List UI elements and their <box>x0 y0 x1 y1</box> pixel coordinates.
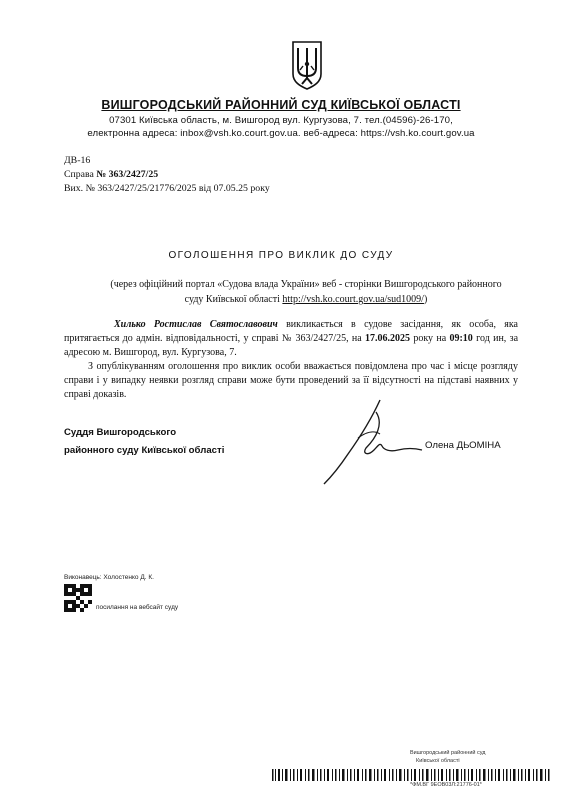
barcode-number: *ФМ.ВГ 9ЕОВ03Л:21776-01* <box>410 782 482 788</box>
outgoing-number: Вих. № 363/2427/25/21776/2025 від 07.05.25 року <box>64 183 270 194</box>
judge-title-line1: Суддя Вишгородського <box>64 427 177 438</box>
summons-text-end: год ин, за адресою м. Вишгород, вул. Кургузова, 7. <box>64 333 519 358</box>
subtitle-line1: (через офіційний портал «Судова влада України» веб - сторінки Вишгородського районного <box>110 279 502 290</box>
publication-paragraph: З опублікуванням оголошення про виклик особи вважається повідомлена про час і місце розгляду справи і у випадку неявки розгляд справи може бути проведений за її відсутності на підставі наявних у справі доказів. <box>64 361 518 400</box>
form-code: ДВ-16 <box>64 155 91 166</box>
hearing-date: 17.06.2025 <box>365 333 410 344</box>
subtitle-line2: суду Київської області <box>184 294 283 305</box>
stamp-line1: Вишгородський районний суд <box>410 750 486 756</box>
summoned-person-name: Хилько Ростислав Святославович <box>114 319 278 330</box>
notice-title: ОГОЛОШЕННЯ ПРО ВИКЛИК ДО СУДУ <box>168 250 394 261</box>
qr-code[interactable] <box>64 584 92 612</box>
executor-note: Виконавець: Холостенко Д. К. <box>64 574 154 581</box>
judge-name: Олена ДЬОМІНА <box>425 440 501 451</box>
stamp-line2: Київської області <box>416 758 460 764</box>
judge-title <box>64 424 224 460</box>
hearing-time: 09:10 <box>449 333 473 344</box>
qr-caption: посилання на вебсайт суду <box>96 604 179 611</box>
coat-of-arms-emblem <box>290 40 324 90</box>
subtitle-close: ) <box>423 294 428 305</box>
document-barcode <box>272 768 552 780</box>
court-address: 07301 Київська область, м. Вишгород вул. Кургузова, 7. тел.(04596)-26-170, <box>109 115 453 126</box>
handwritten-signature <box>318 392 428 492</box>
case-label: Справа <box>64 169 97 180</box>
summons-text: викликається в судове засідання, як особа, яка притягається до адмін. відповідальності, у справі № 363/2427/25, на <box>64 319 518 344</box>
case-number: № 363/2427/25 <box>96 169 159 180</box>
summons-text-mid: року на <box>410 333 450 344</box>
case-reference <box>64 169 158 180</box>
notice-subtitle <box>96 277 516 307</box>
summons-paragraph <box>64 318 518 360</box>
court-email: електронна адреса: inbox@vsh.ko.court.gov.ua. веб-адреса: https://vsh.ko.court.gov.ua <box>87 128 475 139</box>
court-website-link[interactable]: http://vsh.ko.court.gov.ua/sud1009/ <box>282 294 424 305</box>
judge-title-line2: районного суду Київської області <box>64 445 225 456</box>
court-name-heading: ВИШГОРОДСЬКИЙ РАЙОННИЙ СУД КИЇВСЬКОЇ ОБЛАСТІ <box>101 98 461 112</box>
